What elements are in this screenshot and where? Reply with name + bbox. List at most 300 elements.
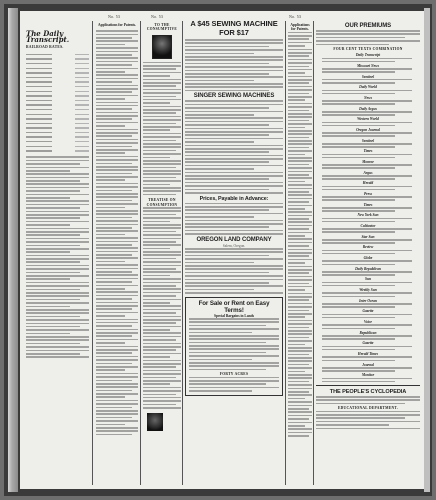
text-line <box>96 224 138 226</box>
text-line <box>26 183 89 185</box>
text-line <box>322 82 395 84</box>
text-line <box>96 54 132 56</box>
text-line <box>143 238 181 240</box>
text-line <box>288 259 312 261</box>
text-line <box>189 342 266 344</box>
text-line <box>96 363 132 365</box>
text-line <box>322 260 411 262</box>
club-name: Argus <box>363 170 373 175</box>
text-line <box>288 205 312 207</box>
text-line <box>288 418 309 420</box>
text-line <box>96 241 138 243</box>
text-line <box>96 257 138 259</box>
text-line <box>96 332 138 334</box>
text-line <box>322 210 395 212</box>
text-line <box>96 98 125 100</box>
text-line <box>96 251 138 253</box>
text-line <box>288 167 312 169</box>
text-line <box>189 345 279 347</box>
text-line <box>96 115 138 117</box>
text-line <box>96 254 132 256</box>
club-name: Globe <box>363 256 373 261</box>
club-name: Monroe <box>362 159 374 164</box>
text-line <box>26 258 89 260</box>
text-line <box>143 136 181 138</box>
ad-headline: A $45 SEWING MACHINE FOR $17 <box>190 19 278 37</box>
text-line <box>26 190 80 192</box>
text-line <box>26 319 89 321</box>
text-line <box>185 268 283 270</box>
text-line <box>26 278 70 280</box>
text-line <box>143 92 181 94</box>
text-line <box>26 268 89 270</box>
club-name: Western World <box>357 117 379 122</box>
text-line <box>96 210 138 212</box>
text-line <box>26 339 89 341</box>
text-line <box>322 154 411 156</box>
text-line <box>189 338 279 340</box>
text-line <box>288 388 312 390</box>
text-line <box>185 151 269 153</box>
text-line <box>96 386 138 388</box>
text-line <box>143 302 170 304</box>
text-line <box>143 187 181 189</box>
text-line <box>143 370 181 372</box>
text-line <box>316 424 389 426</box>
text-line <box>288 59 312 61</box>
body-text <box>26 156 89 358</box>
text-line <box>316 44 389 46</box>
text-line <box>26 160 89 162</box>
section-heading: Applications for Patents. <box>98 23 136 27</box>
club-entry <box>316 256 420 265</box>
text-line <box>96 68 138 70</box>
text-line <box>143 140 176 142</box>
text-line <box>96 359 138 361</box>
text-line <box>96 346 138 348</box>
text-line <box>143 99 181 101</box>
text-line <box>185 206 283 208</box>
text-line <box>185 265 283 267</box>
club-entry <box>316 224 420 233</box>
text-line <box>322 93 395 95</box>
text-line <box>96 356 138 358</box>
club-name: Cultivator <box>360 224 376 228</box>
text-line <box>316 417 405 419</box>
prices-heading: Prices, Payable in Advance: <box>199 195 269 202</box>
text-line <box>288 38 309 40</box>
text-line <box>322 221 395 223</box>
text-line <box>288 66 309 68</box>
text-line <box>288 225 312 227</box>
text-line <box>26 200 89 202</box>
text-line <box>288 286 312 288</box>
text-line <box>288 398 305 400</box>
club-name: Daily Republican <box>355 266 381 271</box>
text-line <box>96 230 138 232</box>
text-line <box>185 172 283 174</box>
text-line <box>185 209 269 211</box>
text-line <box>96 407 132 409</box>
text-line <box>288 218 309 220</box>
text-line <box>26 207 80 209</box>
text-line <box>26 302 89 304</box>
text-line <box>96 403 138 405</box>
text-line <box>96 268 138 270</box>
text-line <box>185 138 283 140</box>
text-line <box>96 44 125 46</box>
text-line <box>143 254 181 256</box>
text-line <box>143 377 176 379</box>
club-name: Herald Times <box>357 352 379 357</box>
text-line <box>185 90 269 92</box>
text-line <box>96 390 132 392</box>
text-line <box>288 137 309 139</box>
text-line <box>288 425 305 427</box>
text-line <box>26 326 80 328</box>
text-line <box>96 413 138 415</box>
text-line <box>185 182 283 184</box>
text-line <box>96 291 138 293</box>
text-line <box>96 271 132 273</box>
text-line <box>322 328 395 330</box>
masthead-title: The Daily Transcript. <box>26 29 70 44</box>
text-line <box>322 68 411 70</box>
text-line <box>185 83 283 85</box>
text-line <box>96 264 138 266</box>
club-entry <box>316 128 420 137</box>
text-line <box>26 245 80 247</box>
text-line <box>322 167 395 169</box>
text-line <box>143 309 181 311</box>
text-line <box>96 125 125 127</box>
text-line <box>185 117 283 119</box>
text-line <box>96 203 138 205</box>
text-line <box>143 268 176 270</box>
text-line <box>96 295 138 297</box>
text-line <box>322 207 411 209</box>
text-line <box>143 329 170 331</box>
text-line <box>26 272 80 274</box>
text-line <box>185 111 283 113</box>
text-line <box>322 90 411 92</box>
text-line <box>288 367 312 369</box>
text-line <box>26 170 70 172</box>
text-line <box>322 189 395 191</box>
column-3 <box>143 11 181 489</box>
text-line <box>185 100 283 102</box>
text-line <box>185 185 283 187</box>
text-line <box>322 58 411 60</box>
text-line <box>288 110 309 112</box>
body-text <box>96 30 138 435</box>
text-line <box>288 127 305 129</box>
text-line <box>96 369 125 371</box>
text-line <box>143 102 170 104</box>
text-line <box>185 213 283 215</box>
text-line <box>143 275 170 277</box>
text-line <box>26 241 89 243</box>
text-line <box>288 428 312 430</box>
text-line <box>288 313 312 315</box>
text-line <box>96 234 125 236</box>
text-line <box>143 112 176 114</box>
text-line <box>322 199 395 201</box>
text-line <box>185 233 283 235</box>
text-line <box>143 387 181 389</box>
text-line <box>288 266 312 268</box>
text-line <box>143 261 181 263</box>
text-line <box>96 40 138 42</box>
text-line <box>288 405 312 407</box>
text-line <box>185 275 283 277</box>
text-line <box>288 99 305 101</box>
text-line <box>288 35 312 37</box>
ad-body <box>185 203 283 235</box>
text-line <box>288 188 312 190</box>
text-line <box>26 353 80 355</box>
body-text <box>316 411 420 430</box>
text-line <box>316 33 420 35</box>
text-line <box>143 167 176 169</box>
text-line <box>185 189 269 191</box>
text-line <box>185 56 283 58</box>
text-line <box>96 373 138 375</box>
text-line <box>26 238 89 240</box>
text-line <box>288 72 305 74</box>
forty-acres-line: FORTY ACRES <box>219 372 249 377</box>
text-line <box>143 109 181 111</box>
text-line <box>322 143 411 145</box>
page-number: No. 53 <box>289 14 302 19</box>
text-line <box>143 299 181 301</box>
text-line <box>185 251 283 253</box>
text-line <box>96 34 138 36</box>
text-line <box>189 362 279 364</box>
sewing-machine-advert <box>185 11 283 489</box>
educational-heading: EDUCATIONAL DEPARTMENT. <box>337 406 399 411</box>
text-line <box>316 403 405 405</box>
text-line <box>189 328 279 330</box>
text-line <box>96 424 125 426</box>
text-line <box>288 296 312 298</box>
text-line <box>96 149 138 151</box>
club-name: Monitor <box>361 373 375 378</box>
text-line <box>26 221 89 223</box>
portrait-engraving <box>147 413 163 431</box>
club-entry <box>316 117 420 126</box>
text-line <box>288 337 309 339</box>
text-line <box>185 134 269 136</box>
text-line <box>143 258 176 260</box>
text-line <box>96 152 125 154</box>
text-line <box>143 282 181 284</box>
text-line <box>143 177 176 179</box>
text-line <box>143 407 181 409</box>
text-line <box>143 241 176 243</box>
text-line <box>288 310 309 312</box>
text-line <box>288 147 309 149</box>
text-line <box>96 57 138 59</box>
text-line <box>288 333 312 335</box>
text-line <box>288 177 312 179</box>
text-line <box>96 112 138 114</box>
text-line <box>185 279 283 281</box>
text-line <box>322 186 411 188</box>
text-line <box>288 201 309 203</box>
club-name: Review <box>362 245 374 250</box>
text-line <box>185 192 283 194</box>
text-line <box>322 282 411 284</box>
text-line <box>322 178 395 180</box>
page-edge <box>424 8 430 492</box>
text-line <box>185 107 269 109</box>
text-line <box>288 232 312 234</box>
text-line <box>143 217 181 219</box>
club-entry <box>316 192 420 201</box>
text-line <box>96 139 138 141</box>
text-line <box>143 343 181 345</box>
text-line <box>96 95 138 97</box>
premium-heading: OUR PREMIUMS <box>344 23 392 29</box>
text-line <box>288 123 312 125</box>
club-entry <box>316 277 420 286</box>
text-line <box>143 360 181 362</box>
column-5 <box>288 11 312 489</box>
text-line <box>322 125 395 127</box>
newspaper-page <box>20 11 424 489</box>
text-line <box>288 255 309 257</box>
text-line <box>288 52 312 54</box>
text-line <box>143 79 181 81</box>
text-line <box>288 371 305 373</box>
text-line <box>185 42 283 44</box>
club-name: Times <box>363 149 373 154</box>
text-line <box>288 160 312 162</box>
text-line <box>322 239 411 241</box>
text-line <box>322 231 395 233</box>
text-line <box>288 435 309 437</box>
text-line <box>185 141 254 143</box>
divider <box>316 385 420 386</box>
text-line <box>143 397 181 399</box>
text-line <box>143 346 181 348</box>
text-line <box>143 271 181 273</box>
text-line <box>96 288 125 290</box>
text-line <box>143 184 170 186</box>
text-line <box>288 303 312 305</box>
text-line <box>288 360 312 362</box>
text-line <box>288 89 312 91</box>
text-line <box>288 143 312 145</box>
text-line <box>143 288 181 290</box>
text-line <box>322 338 395 340</box>
text-line <box>26 224 70 226</box>
text-line <box>288 42 312 44</box>
text-line <box>322 157 395 159</box>
text-line <box>288 198 312 200</box>
text-line <box>322 378 411 380</box>
text-line <box>143 106 181 108</box>
section-heading: Applications for Patents. <box>290 23 310 32</box>
text-line <box>96 434 132 436</box>
text-line <box>322 103 395 105</box>
text-line <box>322 349 395 351</box>
text-line <box>322 317 395 319</box>
club-name: Missouri News <box>356 63 380 68</box>
text-line <box>185 131 283 133</box>
text-line <box>143 404 176 406</box>
text-line <box>143 153 181 155</box>
club-name: Journal <box>362 362 374 367</box>
text-line <box>143 96 176 98</box>
text-line <box>288 103 312 105</box>
club-entry <box>316 299 420 308</box>
text-line <box>316 37 405 39</box>
text-line <box>96 281 132 283</box>
text-line <box>143 68 176 70</box>
text-line <box>322 146 395 148</box>
text-line <box>316 428 420 430</box>
text-line <box>185 76 283 78</box>
club-name: Voice <box>364 320 372 325</box>
club-entry <box>316 53 420 62</box>
text-line <box>96 190 132 192</box>
text-line <box>96 207 125 209</box>
club-entry <box>316 309 420 318</box>
text-line <box>96 298 132 300</box>
text-line <box>143 62 181 64</box>
text-line <box>288 384 312 386</box>
text-line <box>96 244 132 246</box>
text-line <box>288 49 312 51</box>
text-line <box>322 314 411 316</box>
text-line <box>96 349 138 351</box>
text-line <box>143 224 181 226</box>
text-line <box>96 383 138 385</box>
text-line <box>288 320 312 322</box>
club-list <box>316 53 420 382</box>
club-entry <box>316 107 420 116</box>
text-line <box>26 167 89 169</box>
text-line <box>26 285 89 287</box>
text-line <box>288 106 312 108</box>
text-line <box>96 237 138 239</box>
text-line <box>96 322 138 324</box>
text-line <box>288 249 312 251</box>
text-line <box>185 216 254 218</box>
text-line <box>96 102 138 104</box>
text-line <box>322 242 395 244</box>
club-name: Daily World <box>359 85 377 90</box>
text-line <box>96 302 138 304</box>
text-line <box>143 119 181 121</box>
text-line <box>185 80 254 82</box>
text-line <box>143 339 176 341</box>
text-line <box>96 278 138 280</box>
text-line <box>288 316 305 318</box>
text-line <box>26 316 80 318</box>
text-line <box>185 59 283 61</box>
body-text <box>288 32 312 437</box>
text-line <box>322 228 411 230</box>
text-line <box>96 410 138 412</box>
text-line <box>96 427 138 429</box>
text-line <box>96 183 138 185</box>
club-name: Press <box>364 191 372 196</box>
text-line <box>26 255 89 257</box>
text-line <box>322 122 411 124</box>
